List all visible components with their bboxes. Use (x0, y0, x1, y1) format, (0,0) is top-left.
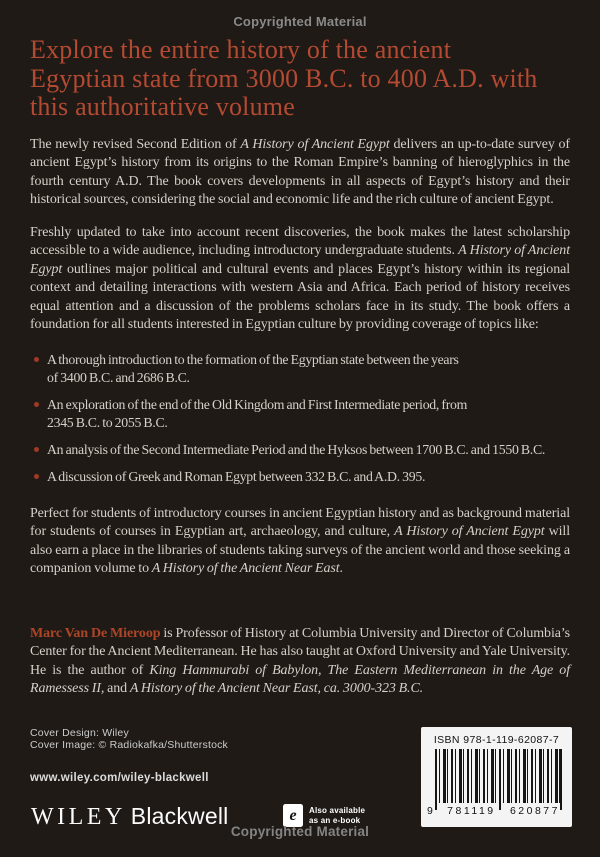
blackwell-wordmark: Blackwell (130, 803, 229, 829)
barcode-bars (435, 749, 562, 803)
barcode-digit-group1: 781119 (447, 805, 496, 817)
ebook-label: Also available as an e-book (309, 806, 366, 825)
bullet-icon (34, 357, 39, 362)
copyrighted-material-top: Copyrighted Material (233, 14, 367, 29)
intro-paragraph: The newly revised Second Edition of A History of Ancient Egypt delivers an up-to-date survey of ancient Egypt’s history from its origins to the Roman Empire’s banning of hieroglyphics in the fourth century A.D. The book covers developments in all aspects of Egypt’s history and their historical sources, considering the social and economic life and the rich culture of ancient Egypt. (30, 136, 570, 207)
topic-item: An exploration of the end of the Old Kingdom and First Intermediate period, from 2345 B.C. to 2055 B.C. (30, 396, 570, 432)
credits-block (30, 727, 228, 751)
bullet-icon (34, 474, 39, 479)
update-paragraph: Freshly updated to take into account recent discoveries, the book makes the latest scholarship accessible to a wide audience, including introductory undergraduate students. A History of Ancient Egypt outlines major political and cultural events and places Egypt’s history within its regional context and detailing interactions with western Asia and Africa. Each period of history receives equal attention and a discussion of the problems scholars face in its study. The book offers a foundation for all students interested in Egyptian culture by providing coverage of topics like: (30, 224, 570, 332)
bullet-icon (34, 402, 39, 407)
topic-item: An analysis of the Second Intermediate Period and the Hyksos between 1700 B.C. and 1550 B.C. (30, 441, 570, 459)
isbn-barcode (421, 727, 572, 827)
wiley-wordmark: WILEY (31, 804, 126, 830)
bullet-icon (34, 447, 39, 452)
barcode-digit-group2: 620877 (509, 805, 560, 817)
topic-item: A thorough introduction to the formation of the Egyptian state between the years of 3400 B.C. and 2686 B.C. (30, 351, 570, 387)
barcode-digit-lead: 9 (427, 805, 433, 817)
barcode-guard (499, 749, 501, 810)
author-bio: Marc Van De Mieroop is Professor of History at Columbia University and Director of Columbia’s Center for the Ancient Mediterranean. He has also taught at Oxford University and Yale University. He is the author of King Hammurabi of Babylon, The Eastern Mediterranean in the Age of Ramessess II, and A History of the Ancient Near East, ca. 3000-323 B.C. (30, 625, 571, 696)
ebook-icon: e (283, 804, 303, 827)
closing-paragraph: Perfect for students of introductory courses in ancient Egyptian history and as background material for students of courses in Egyptian art, archaeology, and culture, A History of Ancient Egypt will also earn a place in the libraries of students taking surveys of the ancient world and those seeking a companion volume to A History of the Ancient Near East. (30, 505, 570, 576)
barcode-digits (427, 805, 560, 817)
topic-item: A discussion of Greek and Roman Egypt between 332 B.C. and A.D. 395. (30, 468, 570, 486)
cover-image-credit: Cover Image: © Radiokafka/Shutterstock (30, 739, 229, 751)
isbn-label: ISBN 978-1-119-62087-7 (433, 734, 560, 746)
copyrighted-material-bottom: Copyrighted Material (230, 824, 370, 839)
publisher-website: www.wiley.com/wiley-blackwell (30, 772, 209, 784)
headline: Explore the entire history of the ancient Egyptian state from 3000 B.C. to 400 A.D. with this authoritative volume (30, 35, 538, 121)
topics-list (30, 351, 570, 486)
cover-design-credit: Cover Design: Wiley (30, 727, 129, 739)
